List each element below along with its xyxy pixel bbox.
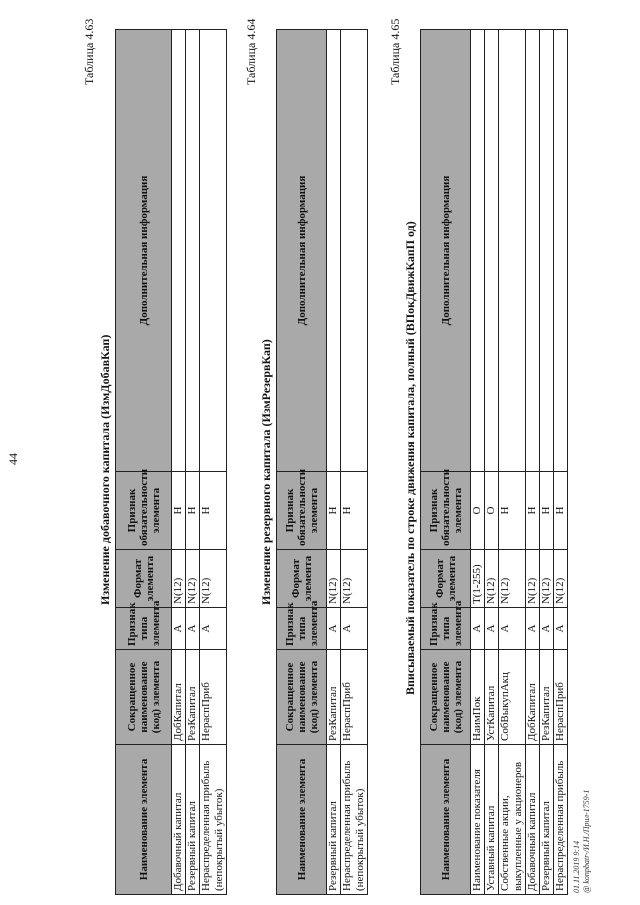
footer-line: 01.11.2019 9:14 — [572, 840, 581, 893]
cell: НераспПриб — [554, 650, 568, 745]
table-caption: Таблица 4.64 — [244, 18, 258, 85]
cell — [471, 30, 485, 472]
cell — [485, 30, 499, 472]
header-cell: Признак типа элемента — [421, 608, 471, 650]
cell: А — [172, 608, 186, 650]
data-table — [276, 29, 368, 895]
cell: Добавочный капитал — [526, 745, 540, 895]
table-row — [499, 30, 526, 895]
cell: ДобКапитал — [172, 650, 186, 745]
cell: N(12) — [200, 550, 227, 608]
cell: А — [341, 608, 368, 650]
cell: УстКапитал — [485, 650, 499, 745]
cell: N(12) — [540, 550, 554, 608]
cell: Нераспределенная прибыль (непокрытый убыток) — [341, 745, 368, 895]
table-row — [485, 30, 499, 895]
header-cell: Признак обязательности элемента — [277, 472, 327, 550]
header-cell: Формат элемента — [116, 550, 172, 608]
header-cell: Сокращенное наименование (код) элемента — [116, 650, 172, 745]
cell — [172, 30, 186, 472]
cell: А — [554, 608, 568, 650]
cell: А — [485, 608, 499, 650]
table-title: Изменение резервного капитала (ИзмРезервКап) — [259, 339, 273, 605]
table-caption: Таблица 4.63 — [82, 18, 96, 85]
header-cell: Дополнительная информация — [277, 30, 327, 472]
table-row — [200, 30, 227, 895]
cell: Нераспределенная прибыль (непокрытый убыток) — [200, 745, 227, 895]
cell — [499, 30, 526, 472]
footer-line: @ konpbatr-/И.Н./Прил-1759-1 — [582, 789, 591, 893]
cell: Н — [499, 472, 526, 550]
table-caption: Таблица 4.65 — [388, 18, 402, 85]
cell: СобВыкупАкц — [499, 650, 526, 745]
table-row — [471, 30, 485, 895]
cell: РезКапитал — [327, 650, 341, 745]
table-row — [554, 30, 568, 895]
header-cell: Признак обязательности элемента — [421, 472, 471, 550]
cell: N(12) — [341, 550, 368, 608]
cell: А — [526, 608, 540, 650]
table-title: Вписываемый показатель по строке движения капитала, полный (ВПокДвижКапП од) — [403, 221, 417, 695]
cell: Н — [172, 472, 186, 550]
footer-stamp — [572, 790, 592, 893]
table-row — [327, 30, 341, 895]
header-cell: Сокращенное наименование (код) элемента — [421, 650, 471, 745]
data-table — [115, 29, 227, 895]
cell: N(12) — [554, 550, 568, 608]
cell: Собственные акции, выкупленные у акционеров — [499, 745, 526, 895]
page-number: 44 — [6, 453, 20, 465]
data-table — [420, 29, 568, 895]
table-row — [186, 30, 200, 895]
header-cell: Дополнительная информация — [421, 30, 471, 472]
cell: Добавочный капитал — [172, 745, 186, 895]
header-cell: Признак типа элемента — [116, 608, 172, 650]
cell: А — [499, 608, 526, 650]
cell: Резервный капитал — [186, 745, 200, 895]
cell — [200, 30, 227, 472]
cell: Уставный капитал — [485, 745, 499, 895]
cell: А — [186, 608, 200, 650]
cell: Резервный капитал — [540, 745, 554, 895]
cell — [186, 30, 200, 472]
cell: Н — [526, 472, 540, 550]
cell: А — [200, 608, 227, 650]
header-cell: Наименование элемента — [116, 745, 172, 895]
cell: Резервный капитал — [327, 745, 341, 895]
cell — [554, 30, 568, 472]
header-cell: Наименование элемента — [277, 745, 327, 895]
table-row — [172, 30, 186, 895]
header-cell: Признак типа элемента — [277, 608, 327, 650]
cell: А — [471, 608, 485, 650]
cell: А — [540, 608, 554, 650]
table-row — [526, 30, 540, 895]
cell: T(1-255) — [471, 550, 485, 608]
cell: N(12) — [499, 550, 526, 608]
cell: Н — [186, 472, 200, 550]
cell: Н — [341, 472, 368, 550]
cell: Наименование показателя — [471, 745, 485, 895]
cell: N(12) — [186, 550, 200, 608]
header-cell: Сокращенное наименование (код) элемента — [277, 650, 327, 745]
header-cell: Признак обязательности элемента — [116, 472, 172, 550]
cell: N(12) — [327, 550, 341, 608]
header-cell: Формат элемента — [277, 550, 327, 608]
header-cell: Формат элемента — [421, 550, 471, 608]
table-row — [341, 30, 368, 895]
cell — [327, 30, 341, 472]
cell: Н — [200, 472, 227, 550]
cell: N(12) — [526, 550, 540, 608]
cell: N(12) — [485, 550, 499, 608]
cell: Н — [327, 472, 341, 550]
cell: НаимПок — [471, 650, 485, 745]
cell: Н — [540, 472, 554, 550]
cell: О — [471, 472, 485, 550]
cell: А — [327, 608, 341, 650]
table-row — [540, 30, 554, 895]
header-cell: Дополнительная информация — [116, 30, 172, 472]
cell: N(12) — [172, 550, 186, 608]
cell: Н — [554, 472, 568, 550]
header-cell: Наименование элемента — [421, 745, 471, 895]
cell: О — [485, 472, 499, 550]
cell — [341, 30, 368, 472]
cell — [540, 30, 554, 472]
cell — [526, 30, 540, 472]
table-title: Изменение добавочного капитала (ИзмДобавКап) — [98, 334, 112, 605]
cell: ДобКапитал — [526, 650, 540, 745]
cell: РезКапитал — [186, 650, 200, 745]
cell: Нераспределенная прибыль — [554, 745, 568, 895]
cell: РезКапитал — [540, 650, 554, 745]
cell: НераспПриб — [341, 650, 368, 745]
cell: НераспПриб — [200, 650, 227, 745]
